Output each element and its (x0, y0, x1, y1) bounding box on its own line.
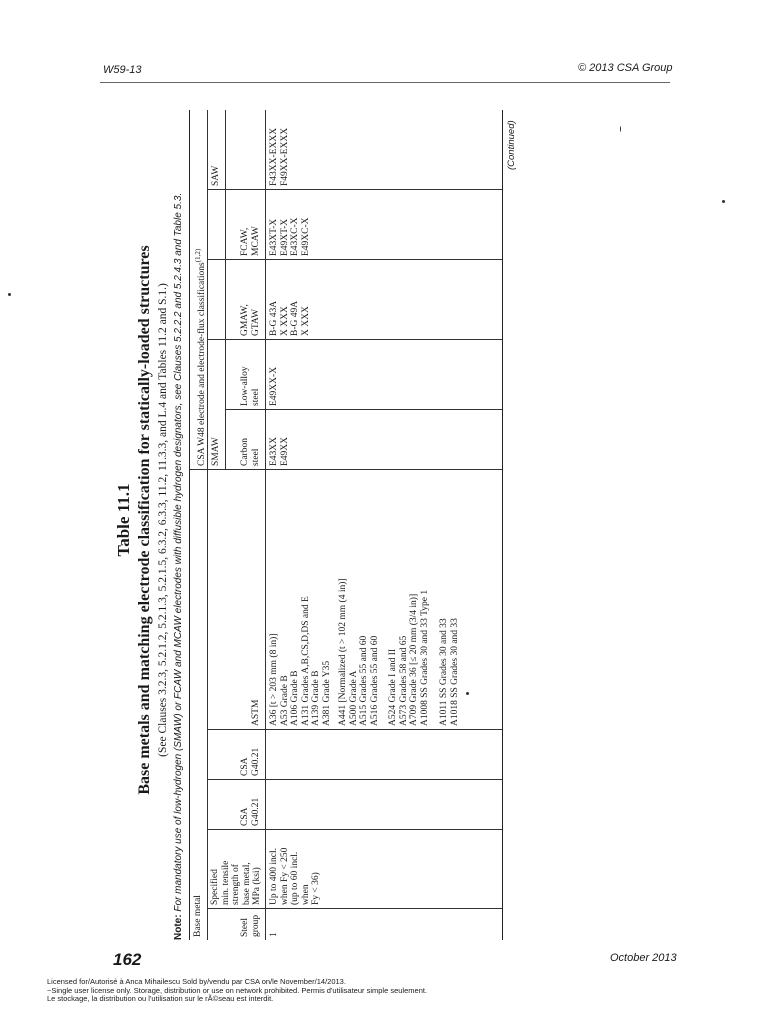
carbon-line: E49XX (279, 436, 290, 466)
rule-v-9 (207, 189, 502, 190)
fcaw-line: E43XT-X (269, 218, 279, 256)
cell-gmaw-gtaw (269, 301, 311, 336)
rule-under-smaw (225, 110, 226, 470)
cell-astm-block-2 (338, 578, 380, 726)
header-smaw: SMAW (211, 437, 221, 466)
header-tensile-line: MPa (ksi) (252, 867, 262, 905)
note-text: For mandatory use of low-hydrogen (SMAW) or FCAW and MCAW electrodes with diffusible hydrogen designators, see Clauses 5.2.2.2 and 5.2.4.3 and Table 5.3. (173, 192, 184, 915)
page-date: October 2013 (610, 952, 677, 964)
rule-v-3 (207, 779, 502, 780)
header-lowalloy-line: steel (250, 388, 261, 406)
header-fcaw-mcaw (240, 226, 261, 256)
fcaw-line: E43XC-X (290, 217, 300, 256)
tensile-line: Up to 400 incl. (269, 848, 279, 905)
copyright-notice: © 2013 CSA Group (578, 62, 673, 74)
header-fcaw-line: MCAW (250, 226, 261, 256)
table-title: Base metals and matching electrode classification for statically-loaded structures (136, 245, 153, 795)
header-csa-line: CSA (240, 807, 250, 826)
header-gmaw-gtaw (240, 304, 261, 336)
rule-v-4 (207, 729, 502, 730)
electrode-table (189, 110, 503, 940)
rule-v-1 (207, 908, 502, 909)
cell-steel-group: 1 (269, 932, 279, 937)
astm-line: A709 Grade 36 [≤ 20 mm (3/4 in)] (409, 593, 419, 726)
rotated-table-block (114, 100, 544, 940)
scan-speck (8, 293, 11, 296)
gmaw-line: B-G 43A (269, 300, 279, 336)
header-tensile-line: Specified (210, 869, 220, 905)
cell-low-alloy-steel (269, 367, 280, 406)
astm-line: A441 [Normalized (t > 102 mm (4 in)] (338, 578, 348, 726)
header-csa-g40-21-a (240, 798, 261, 826)
tensile-line: when (300, 884, 311, 905)
cell-fcaw-mcaw (269, 217, 311, 256)
rule-v-8 (207, 259, 502, 260)
cell-tensile-strength (269, 848, 322, 905)
astm-line: A515 Grades 55 and 60 (359, 635, 369, 726)
cell-astm-block-4 (439, 618, 460, 726)
astm-line: A53 Grade B (279, 675, 290, 726)
lowalloy-line: E49XX-X (269, 366, 279, 406)
header-steel-group-line: group (250, 914, 261, 937)
fcaw-line: E49XC-X (300, 217, 311, 256)
rule-v-6 (225, 409, 502, 410)
table-note (173, 100, 184, 940)
note-label: Note: (173, 914, 184, 940)
table-subtitle: (See Clauses 3.2.3, 5.2.1.2, 5.2.1.3, 5.2.1.5, 6.3.2, 6.3.3, 11.2, 11.3.3, and L.4 and Tables 11.2 and S.1.) (157, 283, 169, 757)
header-csa-g40-21-b (240, 748, 261, 776)
astm-line: A131 Grades A,B,CS,D,DS and E (300, 596, 311, 726)
header-csa-line: CSA (240, 757, 250, 776)
astm-line: A1008 SS Grades 30 and 33 Type 1 (419, 589, 430, 726)
header-astm: ASTM (251, 699, 261, 726)
astm-line: A36 [t > 203 mm (8 in)] (269, 633, 279, 726)
scan-speck (620, 126, 621, 132)
page-number: 162 (113, 950, 142, 969)
header-steel-group-line: Steel (240, 918, 250, 937)
astm-line: A573 Grades 58 and 65 (398, 635, 409, 726)
rule-under-headers (265, 110, 266, 940)
license-line: Le stockage, la distribution ou l'utilisation sur le rÃ©seau est interdit. (47, 994, 274, 1003)
license-notice (47, 978, 427, 1004)
document-id: W59-13 (103, 64, 142, 76)
header-tensile-strength (210, 861, 263, 905)
header-csa-line: G40.21 (250, 747, 261, 776)
table-number: Table 11.1 (114, 483, 133, 557)
gmaw-line: X XXX (300, 306, 311, 336)
astm-line: A1011 SS Grades 30 and 33 (439, 618, 449, 726)
cell-carbon-steel (269, 437, 290, 466)
rule-v-5 (190, 469, 502, 470)
astm-line: A139 Grade B (311, 670, 321, 726)
header-carbon-line: steel (250, 448, 261, 466)
header-fcaw-line: FCAW, (240, 227, 250, 256)
header-tensile-line: strength of (231, 864, 241, 905)
rule-under-top-header (207, 110, 208, 940)
cell-astm-block-1 (269, 596, 332, 726)
header-base-metal: Base metal (193, 895, 203, 937)
header-csa-w48-sup: (1,2) (194, 248, 202, 263)
saw-line: F43XX-EXXX (269, 127, 279, 186)
header-lowalloy-line: Low-alloy (240, 366, 250, 406)
header-gmaw-line: GMAW, (240, 304, 250, 336)
header-low-alloy-steel (240, 366, 261, 406)
carbon-line: E43XX (269, 436, 279, 466)
fcaw-line: E49XT-X (279, 218, 290, 256)
header-saw: SAW (211, 165, 221, 186)
header-csa-w48 (193, 249, 208, 466)
scan-speck (722, 200, 725, 203)
astm-line: A381 Grade Y35 (321, 660, 332, 726)
gmaw-line: X XXX (279, 306, 290, 336)
gmaw-line: B-G 49A (290, 300, 300, 336)
header-csa-w48-text: CSA W48 electrode and electrode-flux classifications (197, 262, 208, 466)
tensile-line: (up to 60 incl. (290, 851, 300, 905)
saw-line: F49XX-EXXX (279, 127, 290, 186)
continued-label: (Continued) (506, 120, 517, 170)
header-steel-group (240, 915, 261, 937)
rule-v-7 (207, 339, 502, 340)
tensile-line: when Fy < 250 (279, 847, 290, 905)
header-csa-line: G40.21 (250, 797, 261, 826)
header-tensile-line: min. tensile (220, 860, 231, 905)
astm-line: A106 Grade B (290, 670, 300, 726)
astm-line: A524 Grade I and II (388, 648, 398, 726)
license-line: Licensed for/Autorisé à Anca Mihailescu Sold by/vendu par CSA on/le November/14/2013. (47, 977, 346, 986)
cell-astm-block-3 (388, 590, 430, 726)
header-rule (100, 82, 670, 83)
header-carbon-steel (240, 438, 261, 466)
header-tensile-line: base metal, (241, 862, 252, 905)
header-carbon-line: Carbon (240, 438, 250, 466)
rule-v-2 (207, 829, 502, 830)
header-gmaw-line: GTAW (250, 309, 261, 336)
astm-line: A500 Grade A (348, 670, 359, 726)
astm-line: A516 Grades 55 and 60 (369, 635, 380, 726)
scan-speck (466, 692, 469, 695)
license-line: ~Single user license only. Storage, distribution or use on network prohibited. Permis d'utilisateur simple seulement. (47, 985, 428, 995)
tensile-line: Fy < 36) (311, 872, 321, 905)
cell-saw (269, 128, 290, 186)
astm-line: A1018 SS Grades 30 and 33 (449, 618, 460, 726)
